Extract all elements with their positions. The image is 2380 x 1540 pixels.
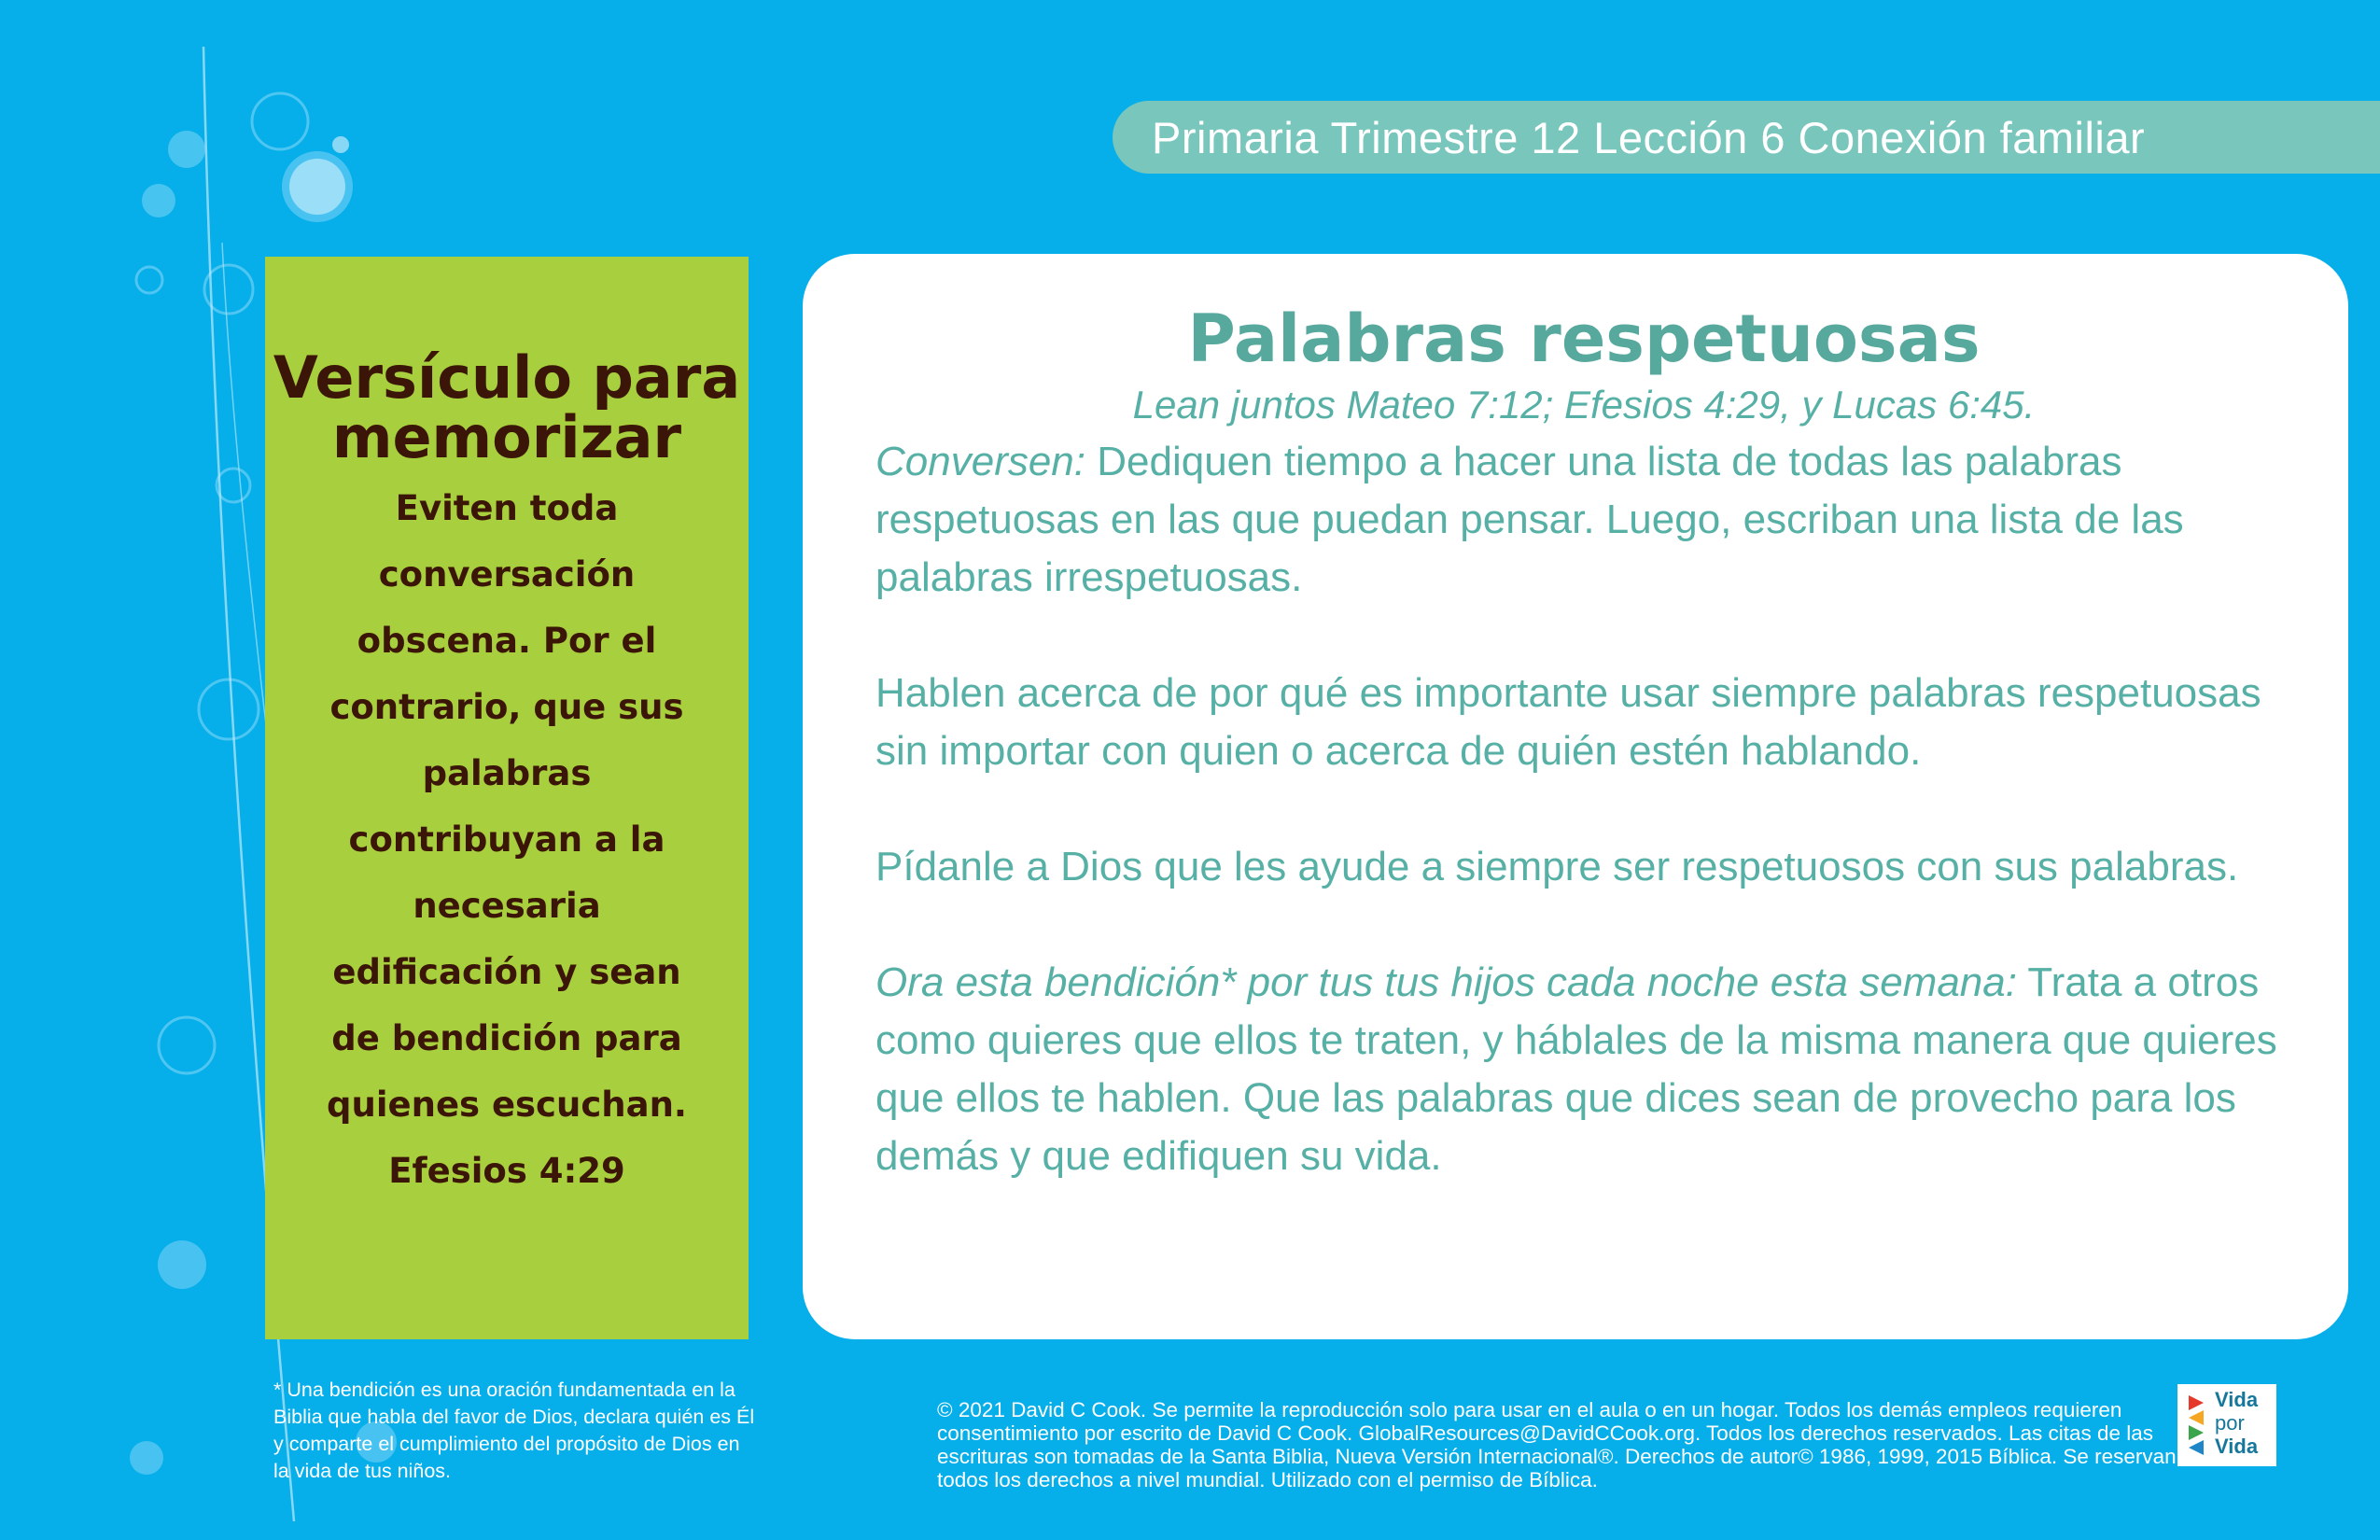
blessing-footnote: * Una bendición es una oración fundamentada en la Biblia que habla del favor de Dios, declara quién es Él y comparte el cumplimiento del propósito de Dios en la vida de tus niños.: [273, 1379, 755, 1482]
paragraph-lead: Ora esta bendición* por tus tus hijos cada noche esta semana:: [875, 959, 2017, 1005]
lesson-header-title: Primaria Trimestre 12 Lección 6 Conexión familiar: [1152, 112, 2146, 162]
logo-word-vida: Vida: [2215, 1388, 2259, 1411]
paragraph-body: Trata a otros como quieres que ellos te traten, y háblales de la misma manera que quieres que ellos te hablen. Que las palabras que dices sean de provecho para los demás y que edifiquen su vida.: [875, 959, 2277, 1179]
lesson-header-bar: [1113, 101, 2380, 174]
paragraph-hablen: Hablen acerca de por qué es importante usar siempre palabras respetuosas sin importar con quien o acerca de quién estén hablando.: [875, 670, 2261, 774]
logo-ribbon-icon: [2185, 1390, 2211, 1457]
memory-verse-title: Versículo para memorizar: [273, 343, 741, 471]
paragraph-blessing: [875, 954, 2292, 1185]
paragraph-conversen: [875, 433, 2292, 607]
copyright-notice: © 2021 David C Cook. Se permite la reproducción solo para usar en el aula o en un hogar. Todos los demás empleos requieren consentimiento por escrito de David C Cook. GlobalResources@DavidCCook.org. Todos los derechos reservados. Las citas de las escrituras son tomadas de la Santa Biblia, Nueva Versión Internacional®. Derechos de autor© 1986, 1999, 2015 Bíblica. Se reservan todos los derechos a nivel mundial. Utilizado con el permiso de Bíblica.: [937, 1398, 2177, 1491]
memory-verse-card: [265, 257, 749, 1339]
content-subtitle: Lean juntos Mateo 7:12; Efesios 4:29, y Lucas 6:45.: [1132, 383, 2036, 427]
memory-verse-text: Eviten toda conversación obscena. Por el contrario, que sus palabras contribuyan a la necesaria edificación y sean de bendición para quienes escuchan.: [327, 488, 687, 1125]
logo-word-por: por: [2215, 1411, 2245, 1435]
logo-text: [2215, 1388, 2258, 1458]
lesson-content-card: [803, 254, 2348, 1339]
paragraph-pidanle: Pídanle a Dios que les ayude a siempre ser respetuosos con sus palabras.: [875, 844, 2239, 889]
logo-word-vida-2: Vida: [2215, 1435, 2259, 1458]
paragraph-body: Dediquen tiempo a hacer una lista de todas las palabras respetuosas en las que puedan pensar. Luego, escriban una lista de las palabras irrespetuosas.: [875, 439, 2184, 600]
content-title: Palabras respetuosas: [1187, 301, 1981, 377]
vida-por-vida-logo: [2177, 1384, 2276, 1466]
paragraph-lead: Conversen:: [875, 439, 1086, 484]
memory-verse-reference: Efesios 4:29: [388, 1151, 625, 1191]
